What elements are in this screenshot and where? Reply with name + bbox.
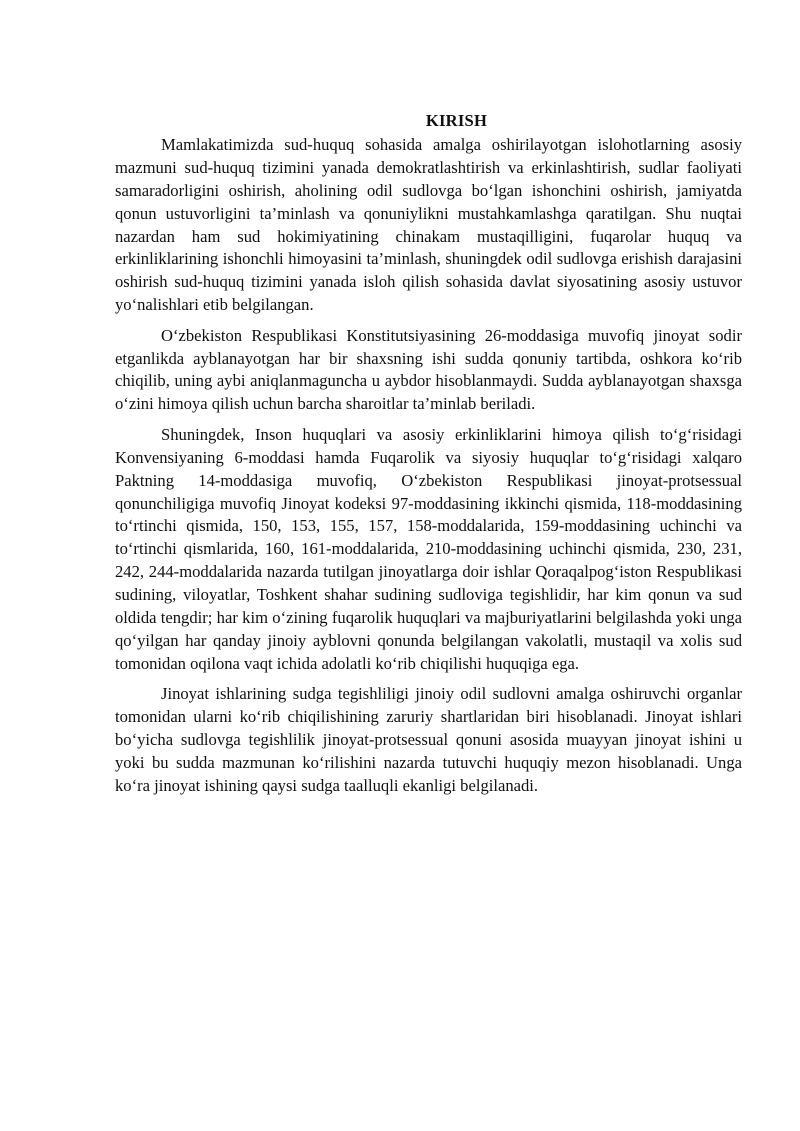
paragraph-1: Mamlakatimizda sud-huquq sohasida amalga oshirilayotgan islohotlarning asosiy mazmuni sud-huquq tizimini yanada demokratlashtirish va erkinlashtirish, sudlar faoliyati samaradorligini oshirish, aholining odil sudlovga bo‘lgan ishonchini oshirish, jamiyatda qonun ustuvorligini ta’minlash va qonuniylikni mustahkamlashga qaratilgan. Shu nuqtai nazardan ham sud hokimiyatining chinakam mustaqilligini, fuqarolar huquq va erkinliklarining ishonchli himoyasini ta’minlash, shuningdek odil sudlovga erishish darajasini oshirish sud-huquq tizimini yanada isloh qilish sohasida davlat siyosatining asosiy ustuvor yo‘nalishlari etib belgilangan. xyxy=(115,134,742,315)
paragraph-3: Shuningdek, Inson huquqlari va asosiy erkinliklarini himoya qilish to‘g‘risidagi Konvensiyaning 6-moddasi hamda Fuqarolik va siyosiy huquqlar to‘g‘risidagi xalqaro Paktning 14-moddasiga muvofiq, O‘zbekiston Respublikasi jinoyat-protsessual qonunchiligiga muvofiq Jinoyat kodeksi 97-moddasining ikkinchi qismida, 118-moddasining to‘rtinchi qismida, 150, 153, 155, 157, 158-moddalarida, 159-moddasining uchinchi va to‘rtinchi qismlarida, 160, 161-moddalarida, 210-moddasining uchinchi qismida, 230, 231, 242, 244-moddalarida nazarda tutilgan jinoyatlarga doir ishlar Qoraqalpog‘iston Respublikasi sudining, viloyatlar, Toshkent shahar sudining sudloviga tegishlidir, har kim qonun va sud oldida tengdir; har kim o‘zining fuqarolik huquqlari va majburiyatlarini belgilashda yoki unga qo‘yilgan har qanday jinoiy ayblovni qonunda belgilangan vakolatli, mustaqil va xolis sud tomonidan oqilona vaqt ichida adolatli ko‘rib chiqilishi huquqiga ega. xyxy=(115,424,742,673)
paragraph-2: O‘zbekiston Respublikasi Konstitutsiyasining 26-moddasiga muvofiq jinoyat sodir etganlikda ayblanayotgan har bir shaxsning ishi sudda qonuniy tartibda, oshkora ko‘rib chiqilib, uning aybi aniqlanmaguncha u aybdor hisoblanmaydi. Sudda ayblanayotgan shaxsga o‘zini himoya qilish uchun barcha sharoitlar ta’minlab beriladi. xyxy=(115,325,742,414)
paragraph-4: Jinoyat ishlarining sudga tegishliligi jinoiy odil sudlovni amalga oshiruvchi organlar tomonidan ularni ko‘rib chiqilishining zaruriy shartlaridan biri hisoblanadi. Jinoyat ishlari bo‘yicha sudlovga tegishlilik jinoyat-protsessual qonuni asosida muayyan jinoyat ishini u yoki bu sudda mazmunan ko‘rilishini nazarda tutuvchi huquqiy mezon hisoblanadi. Unga ko‘ra jinoyat ishining qaysi sudga taalluqli ekanligi belgilanadi. xyxy=(115,684,742,795)
document-body xyxy=(115,110,742,805)
document-title: KIRISH xyxy=(425,111,488,130)
